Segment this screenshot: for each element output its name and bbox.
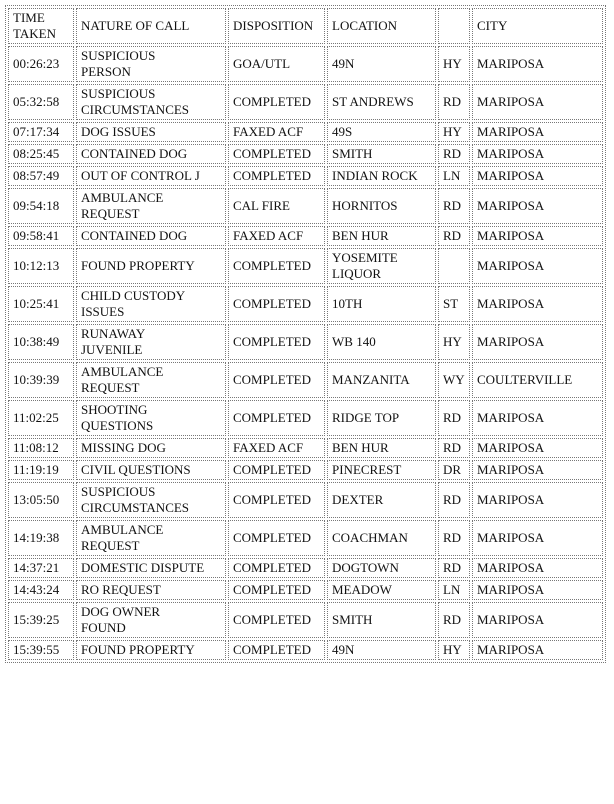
- table-row: [8, 602, 603, 638]
- street-suffix-cell: ST: [438, 286, 470, 322]
- time-taken-cell: 14:19:38: [8, 520, 74, 556]
- nature-of-call-cell: FOUND PROPERTY: [76, 640, 226, 660]
- city-cell: MARIPOSA: [472, 640, 603, 660]
- city-cell: MARIPOSA: [472, 84, 603, 120]
- location-cell: HORNITOS: [327, 188, 436, 224]
- header-city: CITY: [472, 8, 603, 44]
- street-suffix-cell: RD: [438, 226, 470, 246]
- table-row: [8, 520, 603, 556]
- disposition-cell: COMPLETED: [228, 482, 325, 518]
- nature-of-call-cell: AMBULANCE REQUEST: [76, 520, 226, 556]
- location-cell: ST ANDREWS: [327, 84, 436, 120]
- disposition-cell: COMPLETED: [228, 640, 325, 660]
- street-suffix-cell: LN: [438, 166, 470, 186]
- table-row: [8, 122, 603, 142]
- header-nature-of-call: NATURE OF CALL: [76, 8, 226, 44]
- street-suffix-cell: DR: [438, 460, 470, 480]
- nature-of-call-cell: CONTAINED DOG: [76, 144, 226, 164]
- city-cell: COULTERVILLE: [472, 362, 603, 398]
- street-suffix-cell: LN: [438, 580, 470, 600]
- street-suffix-cell: WY: [438, 362, 470, 398]
- city-cell: MARIPOSA: [472, 46, 603, 82]
- disposition-cell: COMPLETED: [228, 166, 325, 186]
- street-suffix-cell: RD: [438, 188, 470, 224]
- nature-of-call-cell: OUT OF CONTROL J: [76, 166, 226, 186]
- table-row: [8, 362, 603, 398]
- table-row: [8, 166, 603, 186]
- time-taken-cell: 11:02:25: [8, 400, 74, 436]
- header-row: [8, 8, 603, 44]
- city-cell: MARIPOSA: [472, 188, 603, 224]
- time-taken-cell: 05:32:58: [8, 84, 74, 120]
- location-cell: WB 140: [327, 324, 436, 360]
- city-cell: MARIPOSA: [472, 460, 603, 480]
- location-cell: COACHMAN: [327, 520, 436, 556]
- street-suffix-cell: HY: [438, 640, 470, 660]
- location-cell: RIDGE TOP: [327, 400, 436, 436]
- nature-of-call-cell: FOUND PROPERTY: [76, 248, 226, 284]
- disposition-cell: COMPLETED: [228, 286, 325, 322]
- location-cell: DEXTER: [327, 482, 436, 518]
- city-cell: MARIPOSA: [472, 438, 603, 458]
- city-cell: MARIPOSA: [472, 286, 603, 322]
- table-row: [8, 324, 603, 360]
- city-cell: MARIPOSA: [472, 482, 603, 518]
- street-suffix-cell: RD: [438, 558, 470, 578]
- disposition-cell: COMPLETED: [228, 602, 325, 638]
- header-street-suffix: [438, 8, 470, 44]
- time-taken-cell: 00:26:23: [8, 46, 74, 82]
- table-row: [8, 640, 603, 660]
- time-taken-cell: 10:12:13: [8, 248, 74, 284]
- city-cell: MARIPOSA: [472, 248, 603, 284]
- table-row: [8, 558, 603, 578]
- nature-of-call-cell: RUNAWAY JUVENILE: [76, 324, 226, 360]
- table-row: [8, 580, 603, 600]
- location-cell: 10TH: [327, 286, 436, 322]
- table-row: [8, 438, 603, 458]
- street-suffix-cell: HY: [438, 46, 470, 82]
- nature-of-call-cell: SUSPICIOUS CIRCUMSTANCES: [76, 482, 226, 518]
- time-taken-cell: 10:25:41: [8, 286, 74, 322]
- nature-of-call-cell: DOG OWNER FOUND: [76, 602, 226, 638]
- disposition-cell: FAXED ACF: [228, 438, 325, 458]
- call-log-body: [8, 46, 603, 660]
- table-row: [8, 400, 603, 436]
- city-cell: MARIPOSA: [472, 324, 603, 360]
- city-cell: MARIPOSA: [472, 580, 603, 600]
- street-suffix-cell: [438, 248, 470, 284]
- nature-of-call-cell: AMBULANCE REQUEST: [76, 188, 226, 224]
- disposition-cell: FAXED ACF: [228, 226, 325, 246]
- table-row: [8, 84, 603, 120]
- time-taken-cell: 10:38:49: [8, 324, 74, 360]
- time-taken-cell: 08:57:49: [8, 166, 74, 186]
- header-disposition: DISPOSITION: [228, 8, 325, 44]
- time-taken-cell: 15:39:55: [8, 640, 74, 660]
- city-cell: MARIPOSA: [472, 602, 603, 638]
- location-cell: SMITH: [327, 144, 436, 164]
- city-cell: MARIPOSA: [472, 226, 603, 246]
- header-time-taken: TIME TAKEN: [8, 8, 74, 44]
- street-suffix-cell: RD: [438, 144, 470, 164]
- disposition-cell: COMPLETED: [228, 324, 325, 360]
- nature-of-call-cell: RO REQUEST: [76, 580, 226, 600]
- disposition-cell: COMPLETED: [228, 362, 325, 398]
- time-taken-cell: 09:58:41: [8, 226, 74, 246]
- city-cell: MARIPOSA: [472, 400, 603, 436]
- nature-of-call-cell: CHILD CUSTODY ISSUES: [76, 286, 226, 322]
- time-taken-cell: 14:37:21: [8, 558, 74, 578]
- street-suffix-cell: RD: [438, 520, 470, 556]
- header-location: LOCATION: [327, 8, 436, 44]
- disposition-cell: COMPLETED: [228, 248, 325, 284]
- table-row: [8, 286, 603, 322]
- nature-of-call-cell: CONTAINED DOG: [76, 226, 226, 246]
- nature-of-call-cell: DOMESTIC DISPUTE: [76, 558, 226, 578]
- street-suffix-cell: RD: [438, 482, 470, 518]
- street-suffix-cell: RD: [438, 400, 470, 436]
- table-row: [8, 482, 603, 518]
- nature-of-call-cell: SUSPICIOUS PERSON: [76, 46, 226, 82]
- nature-of-call-cell: MISSING DOG: [76, 438, 226, 458]
- time-taken-cell: 11:08:12: [8, 438, 74, 458]
- location-cell: MEADOW: [327, 580, 436, 600]
- location-cell: YOSEMITE LIQUOR: [327, 248, 436, 284]
- time-taken-cell: 15:39:25: [8, 602, 74, 638]
- time-taken-cell: 13:05:50: [8, 482, 74, 518]
- time-taken-cell: 09:54:18: [8, 188, 74, 224]
- time-taken-cell: 08:25:45: [8, 144, 74, 164]
- location-cell: DOGTOWN: [327, 558, 436, 578]
- disposition-cell: COMPLETED: [228, 400, 325, 436]
- disposition-cell: COMPLETED: [228, 520, 325, 556]
- nature-of-call-cell: CIVIL QUESTIONS: [76, 460, 226, 480]
- street-suffix-cell: RD: [438, 84, 470, 120]
- location-cell: SMITH: [327, 602, 436, 638]
- disposition-cell: COMPLETED: [228, 580, 325, 600]
- disposition-cell: FAXED ACF: [228, 122, 325, 142]
- city-cell: MARIPOSA: [472, 144, 603, 164]
- location-cell: 49N: [327, 640, 436, 660]
- disposition-cell: GOA/UTL: [228, 46, 325, 82]
- table-row: [8, 226, 603, 246]
- disposition-cell: COMPLETED: [228, 144, 325, 164]
- location-cell: MANZANITA: [327, 362, 436, 398]
- table-row: [8, 144, 603, 164]
- street-suffix-cell: HY: [438, 122, 470, 142]
- city-cell: MARIPOSA: [472, 166, 603, 186]
- time-taken-cell: 10:39:39: [8, 362, 74, 398]
- table-row: [8, 460, 603, 480]
- disposition-cell: CAL FIRE: [228, 188, 325, 224]
- street-suffix-cell: RD: [438, 438, 470, 458]
- nature-of-call-cell: SHOOTING QUESTIONS: [76, 400, 226, 436]
- street-suffix-cell: RD: [438, 602, 470, 638]
- city-cell: MARIPOSA: [472, 122, 603, 142]
- nature-of-call-cell: DOG ISSUES: [76, 122, 226, 142]
- nature-of-call-cell: SUSPICIOUS CIRCUMSTANCES: [76, 84, 226, 120]
- city-cell: MARIPOSA: [472, 558, 603, 578]
- location-cell: 49N: [327, 46, 436, 82]
- table-row: [8, 188, 603, 224]
- disposition-cell: COMPLETED: [228, 558, 325, 578]
- location-cell: BEN HUR: [327, 438, 436, 458]
- street-suffix-cell: HY: [438, 324, 470, 360]
- call-log-table: [5, 5, 606, 663]
- time-taken-cell: 14:43:24: [8, 580, 74, 600]
- table-row: [8, 248, 603, 284]
- table-row: [8, 46, 603, 82]
- time-taken-cell: 11:19:19: [8, 460, 74, 480]
- location-cell: BEN HUR: [327, 226, 436, 246]
- time-taken-cell: 07:17:34: [8, 122, 74, 142]
- location-cell: INDIAN ROCK: [327, 166, 436, 186]
- location-cell: PINECREST: [327, 460, 436, 480]
- disposition-cell: COMPLETED: [228, 84, 325, 120]
- location-cell: 49S: [327, 122, 436, 142]
- disposition-cell: COMPLETED: [228, 460, 325, 480]
- city-cell: MARIPOSA: [472, 520, 603, 556]
- nature-of-call-cell: AMBULANCE REQUEST: [76, 362, 226, 398]
